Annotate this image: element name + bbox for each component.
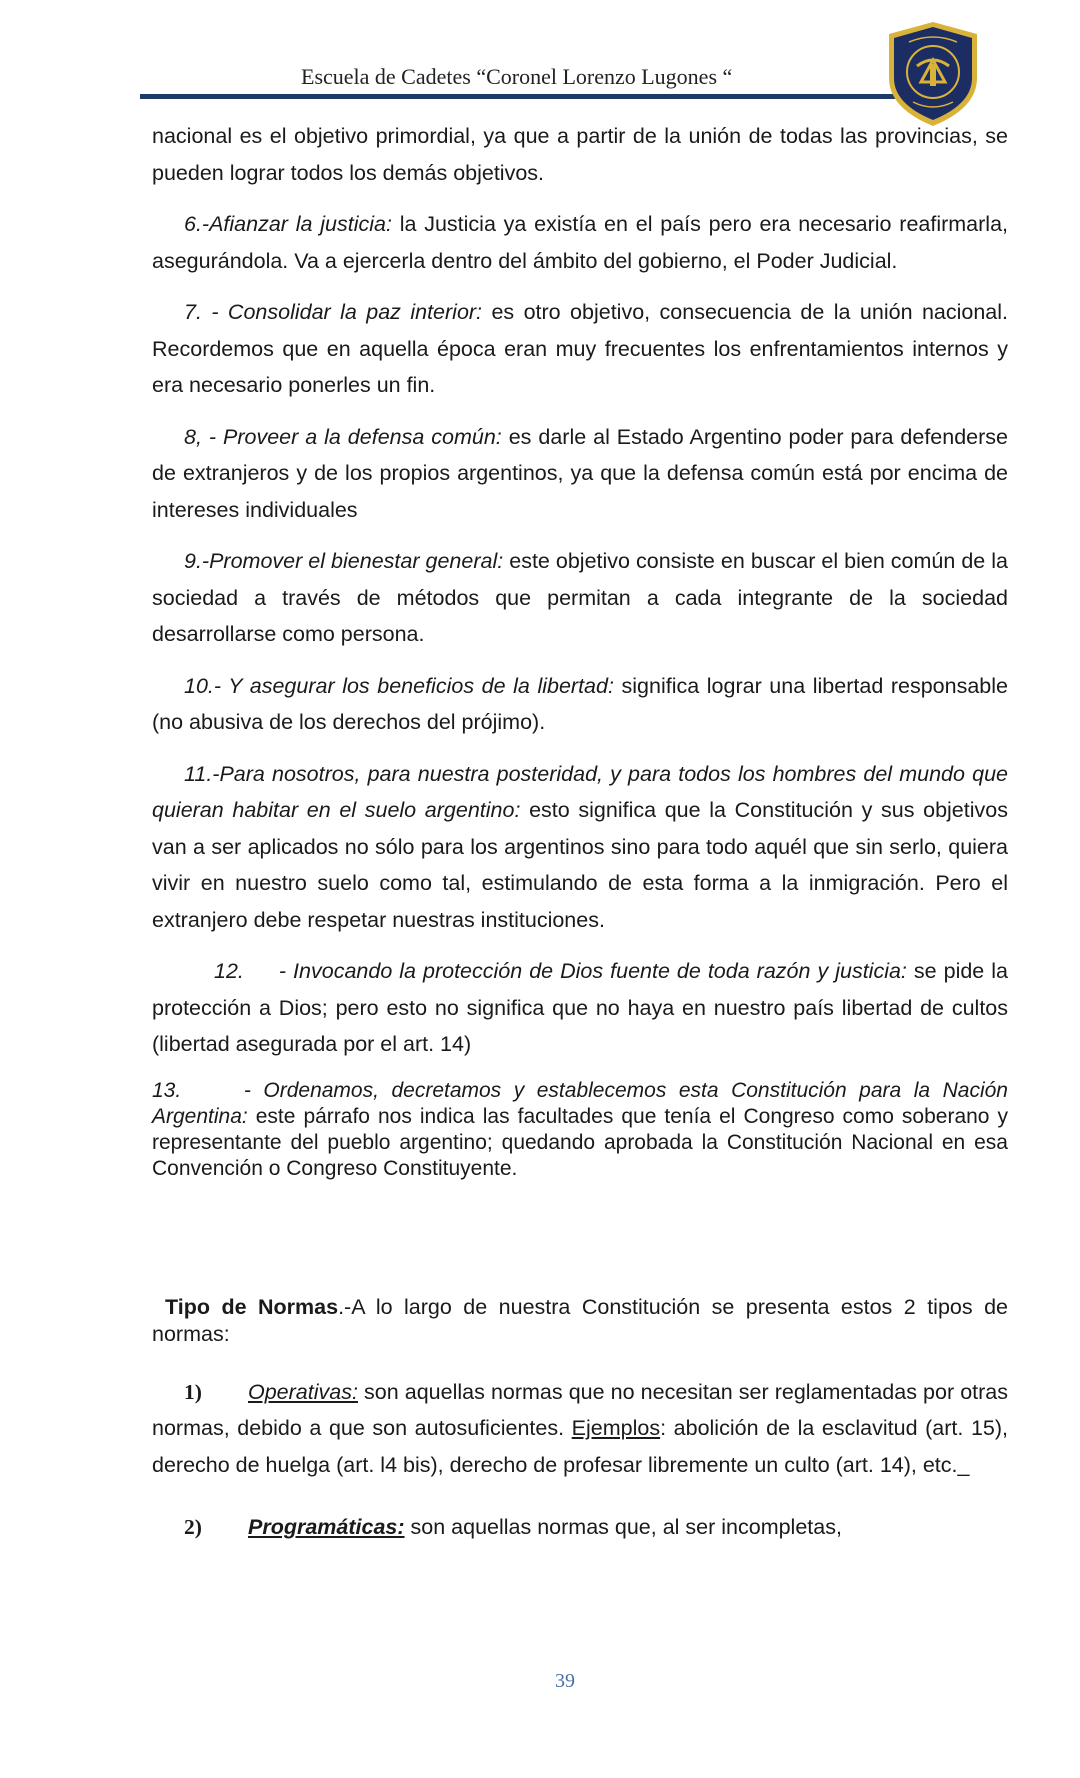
school-emblem-icon [883, 20, 983, 128]
norma-item-2-text: son aquellas normas que, al ser incompletas, [404, 1515, 842, 1539]
header-title: Escuela de Cadetes “Coronel Lorenzo Lugones “ [301, 64, 733, 89]
norma-item-2-term: Programáticas: [248, 1515, 405, 1539]
document-body [152, 118, 1014, 1546]
paragraph-12-text: se pide la protección a Dios; pero esto no significa que no haya en nuestro país libertad de cultos (libertad asegurada por el art. 14) [152, 959, 1014, 1056]
norma-item-2-number: 2) [184, 1515, 202, 1539]
norma-item-1-example-label: Ejemplos [571, 1416, 661, 1440]
header-rule [140, 94, 930, 99]
paragraph-9 [152, 543, 1008, 653]
paragraph-13-text: este párrafo nos indica las facultades que tenía el Congreso como soberano y representante del pueblo argentino; quedando aprobada la Constitución Nacional en esa Convención o Congreso Constituyente. [152, 1104, 1014, 1180]
norma-item-1 [152, 1374, 1008, 1484]
paragraph-6-text: la Justicia ya existía en el país pero era necesario reafirmarla, asegurándola. Va a ejercerla dentro del ámbito del gobierno, el Poder Judicial. [152, 212, 1008, 273]
normas-heading [152, 1294, 1008, 1348]
paragraph-13 [152, 1078, 1014, 1182]
paragraph-6-lead: 6.-Afianzar la justicia: [184, 212, 392, 236]
norma-item-1-text-a: son aquellas normas que no necesitan ser reglamentadas por otras normas, debido a que son autosuficientes. [152, 1379, 1008, 1440]
paragraph-6 [152, 206, 1008, 279]
paragraph-9-lead: 9.-Promover el bienestar general: [184, 549, 504, 573]
paragraph-10-text: significa lograr una libertad responsable (no abusiva de los derechos del prójimo). [152, 673, 1008, 734]
paragraph-11-lead: 11.-Para nosotros, para nuestra posteridad, y para todos los hombres del mundo que quieran habitar en el suelo argentino: [152, 761, 1008, 822]
paragraph-8-lead: 8, - Proveer a la defensa común: [184, 424, 502, 449]
paragraph-11-text: esto significa que la Constitución y sus objetivos van a ser aplicados no sólo para los argentinos sino para todo aquél que sin serlo, quiera vivir en nuestro suelo como tal, estimulando de esta forma a la inmigración. Pero el extranjero debe respetar nuestras instituciones. [152, 798, 1008, 932]
page-number: 39 [555, 1670, 575, 1692]
paragraph-7-lead: 7. - Consolidar la paz interior: [184, 300, 483, 324]
normas-heading-title: Tipo de Normas [165, 1294, 339, 1319]
paragraph-8 [152, 419, 1008, 529]
norma-item-2 [152, 1509, 1008, 1546]
paragraph-intro: nacional es el objetivo primordial, ya que a partir de la unión de todas las provincias, se pueden lograr todos los demás objetivos. [152, 124, 1008, 185]
paragraph-11 [152, 756, 1008, 939]
normas-heading-text: .-A lo largo de nuestra Constitución se presenta estos 2 tipos de normas: [152, 1294, 1008, 1346]
paragraph-10-lead: 10.- Y asegurar los beneficios de la libertad: [184, 673, 614, 698]
paragraph-13-lead: 13. - Ordenamos, decretamos y establecemos esta Constitución para la Nación Argentina: [152, 1078, 1014, 1128]
paragraph-12 [152, 953, 1014, 1063]
paragraph-7 [152, 294, 1008, 404]
norma-item-1-text-b: : abolición de la esclavitud (art. 15), derecho de huelga (art. l4 bis), derecho de profesar libremente un culto (art. 14), etc._ [152, 1416, 1008, 1477]
paragraph-12-lead: 12. - Invocando la protección de Dios fuente de toda razón y justicia: [214, 959, 907, 983]
paragraph-7-text: es otro objetivo, consecuencia de la unión nacional. Recordemos que en aquella época eran muy frecuentes los enfrentamientos internos y era necesario ponerles un fin. [152, 300, 1009, 397]
paragraph-10 [152, 668, 1008, 741]
paragraph-8-text: es darle al Estado Argentino poder para defenderse de extranjeros y de los propios argentinos, ya que la defensa común está por encima de intereses individuales [152, 424, 1008, 522]
norma-item-1-number: 1) [184, 1379, 202, 1404]
norma-item-1-term: Operativas: [248, 1379, 358, 1404]
page-header [140, 0, 1020, 100]
paragraph-9-text: este objetivo consiste en buscar el bien común de la sociedad a través de métodos que permitan a cada integrante de la sociedad desarrollarse como persona. [152, 549, 1009, 646]
